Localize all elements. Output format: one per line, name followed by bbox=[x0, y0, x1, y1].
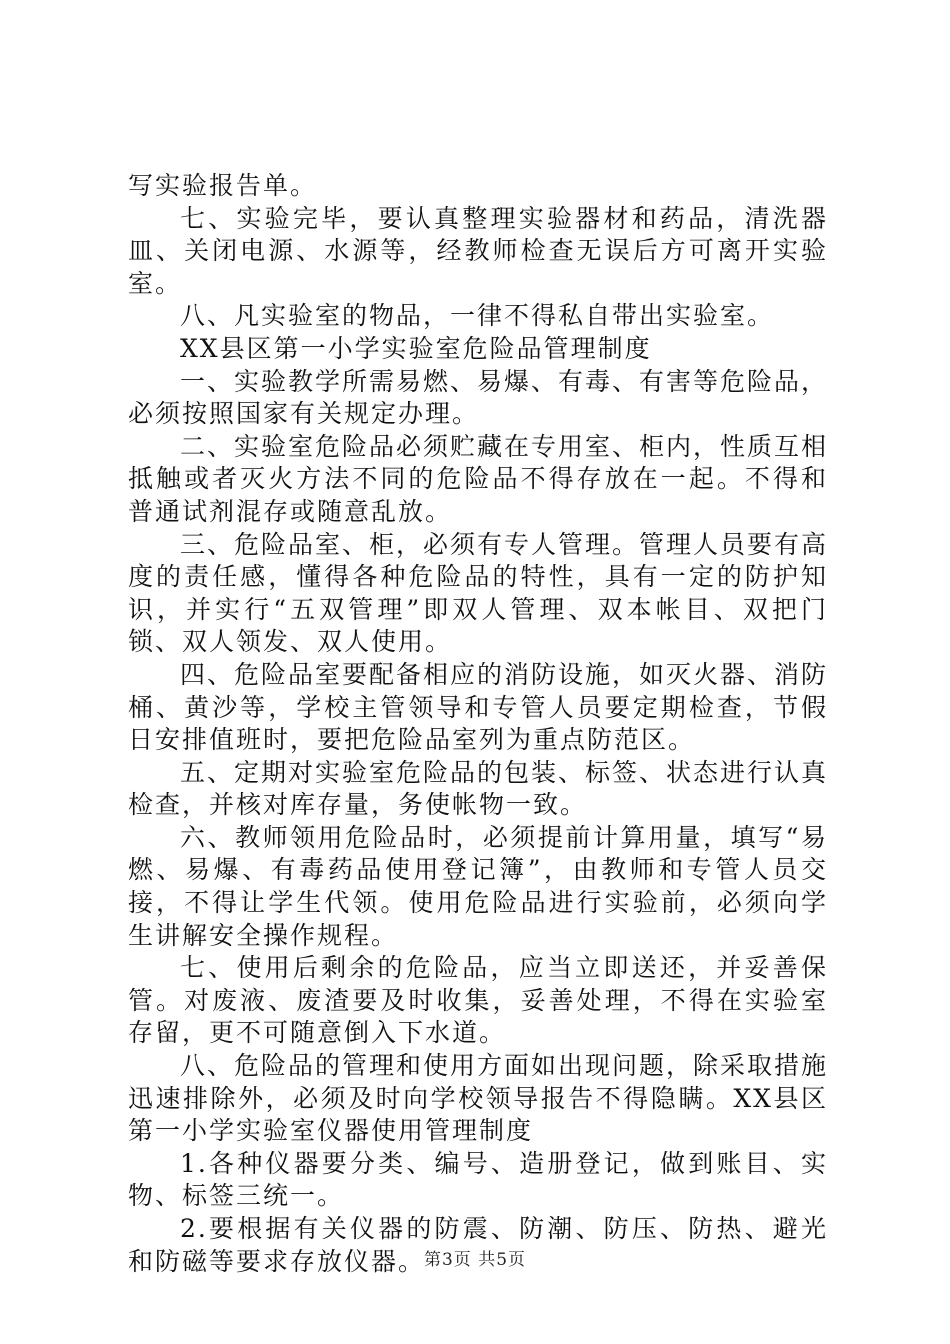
paragraph: 一、实验教学所需易燃、易爆、有毒、有害等危险品，必须按照国家有关规定办理。 bbox=[128, 366, 829, 429]
paragraph: 七、实验完毕，要认真整理实验器材和药品，清洗器皿、关闭电源、水源等，经教师检查无误后方可离开实验室。 bbox=[128, 203, 828, 298]
paragraph: 二、实验室危险品必须贮藏在专用室、柜内，性质互相抵触或者灭火方法不同的危险品不得存放在一起。不得和普通试剂混存或随意乱放。 bbox=[128, 431, 829, 526]
paragraph: 五、定期对实验室危险品的包装、标签、状态进行认真检查，并核对库存量，务使帐物一致。 bbox=[128, 757, 829, 820]
paragraph: 2.要根据有关仪器的防震、防潮、防压、防热、避光和防磁等要求存放仪器。 bbox=[128, 1214, 828, 1276]
page-number-footer: 第3页 共5页 bbox=[423, 1250, 527, 1270]
paragraph: 六、教师领用危险品时，必须提前计算用量，填写“易燃、易爆、有毒药品使用登记簿”，由教师和专管人员交接，不得让学生代领。使用危险品进行实验前，必须向学生讲解安全操作规程。 bbox=[128, 822, 828, 950]
paragraph: 七、使用后剩余的危险品，应当立即送还，并妥善保管。对废液、废渣要及时收集，妥善处理，不得在实验室存留，更不可随意倒入下水道。 bbox=[128, 953, 828, 1048]
paragraph: 1.各种仪器要分类、编号、造册登记，做到账目、实物、标签三统一。 bbox=[128, 1148, 828, 1211]
paragraph: 写实验报告单。 bbox=[128, 171, 318, 200]
paragraph: 八、凡实验室的物品，一律不得私自带出实验室。 bbox=[180, 301, 775, 331]
section-heading: XX县区第一小学实验室危险品管理制度 bbox=[180, 333, 652, 363]
paragraph: 三、危险品室、柜，必须有专人管理。管理人员要有高度的责任感，懂得各种危险品的特性，具有一定的防护知识，并实行“五双管理”即双人管理、双本帐目、双把门锁、双人领发、双人使用。 bbox=[128, 529, 829, 657]
document-body bbox=[128, 170, 828, 1278]
paragraph: 八、危险品的管理和使用方面如出现问题，除采取措施迅速排除外，必须及时向学校领导报告不得隐瞒。XX县区第一小学实验室仪器使用管理制度 bbox=[128, 1051, 829, 1146]
paragraph: 四、危险品室要配备相应的消防设施，如灭火器、消防桶、黄沙等，学校主管领导和专管人员要定期检查，节假日安排值班时，要把危险品室列为重点防范区。 bbox=[128, 659, 829, 755]
